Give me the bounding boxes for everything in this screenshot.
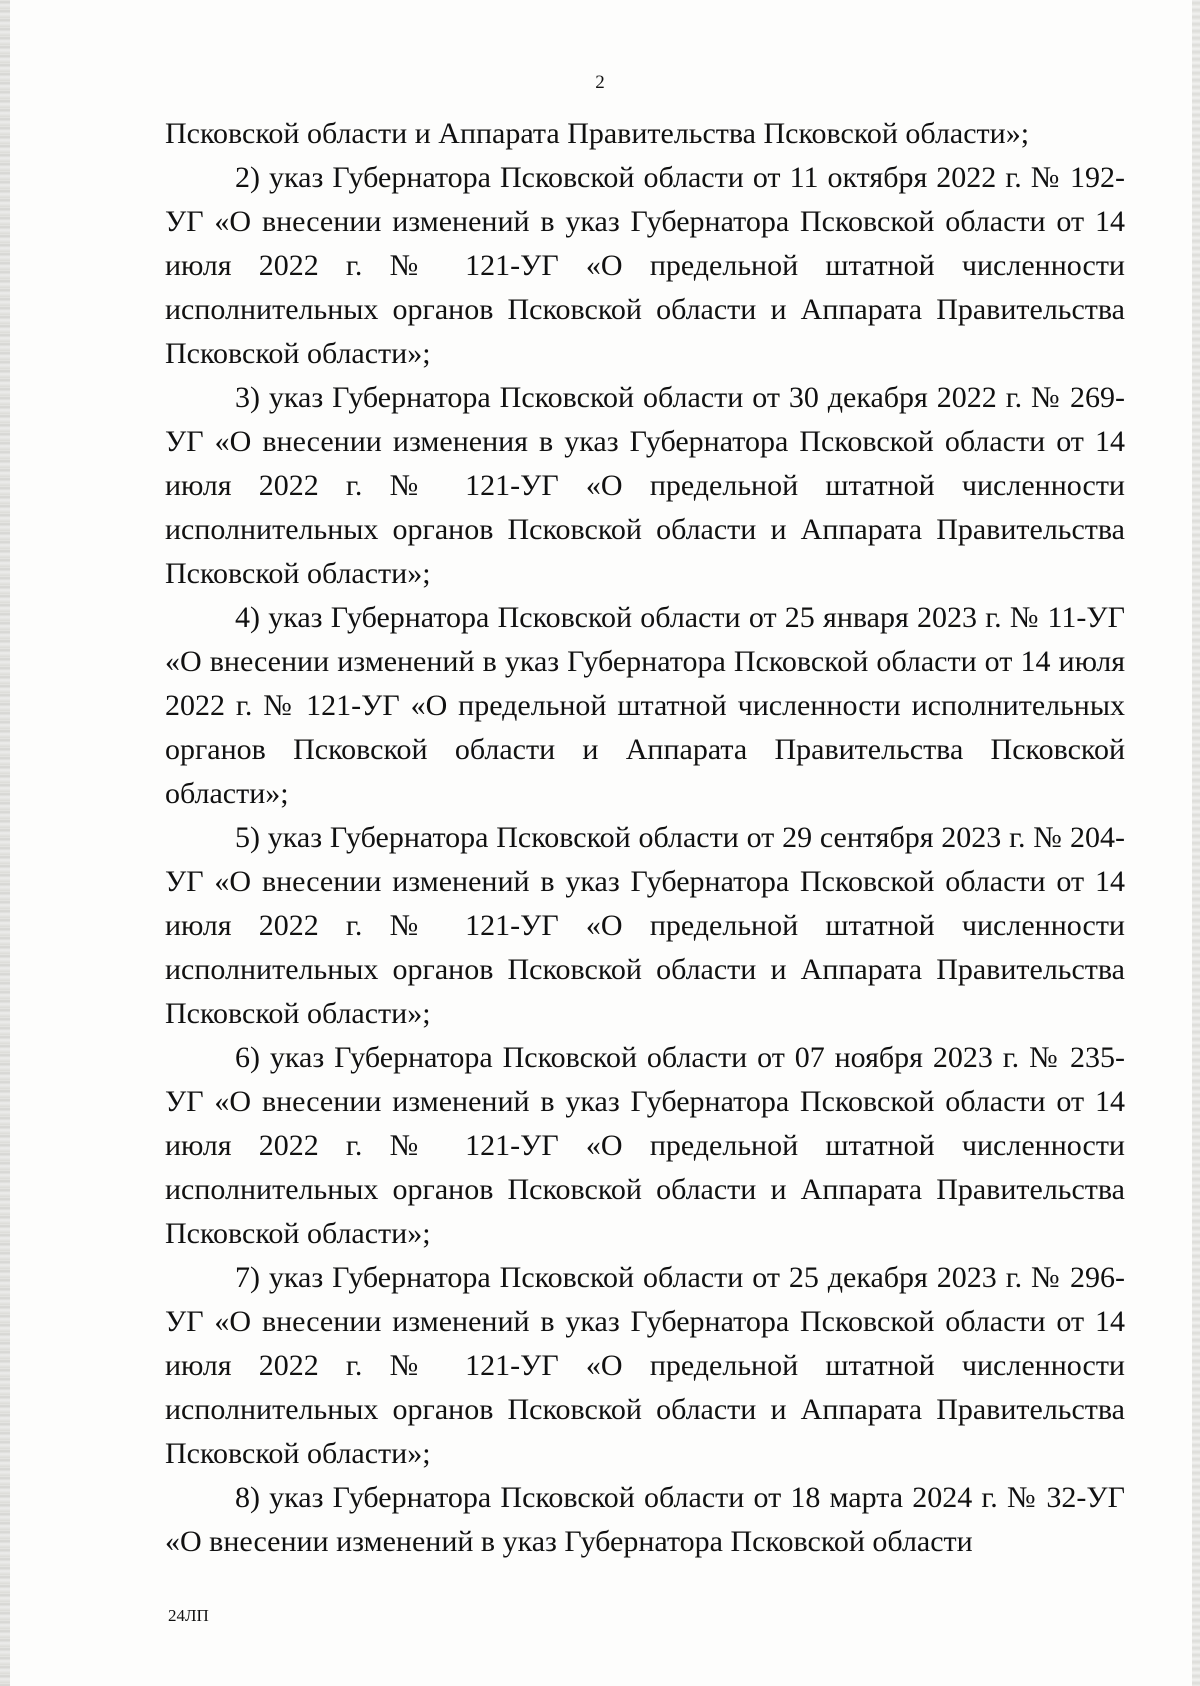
page-number: 2 (595, 72, 605, 93)
list-item-8: 8) указ Губернатора Псковской области от 18 марта 2024 г. № 32-УГ «О внесении изменений в указ Губернатора Псковской области (165, 1481, 1125, 1558)
list-item-6: 6) указ Губернатора Псковской области от 07 ноября 2023 г. № 235-УГ «О внесении изменений в указ Губернатора Псковской области от 14 июля 2022 г. № 121-УГ «О предельной штатной численности исполнительных органов Псковской области и Аппарата Правительства Псковской области»; (165, 1041, 1125, 1250)
list-item-2: 2) указ Губернатора Псковской области от 11 октября 2022 г. № 192-УГ «О внесении изменений в указ Губернатора Псковской области от 14 июля 2022 г. № 121-УГ «О предельной штатной численности исполнительных органов Псковской области и Аппарата Правительства Псковской области»; (165, 161, 1125, 370)
list-item-5: 5) указ Губернатора Псковской области от 29 сентября 2023 г. № 204-УГ «О внесении изменений в указ Губернатора Псковской области от 14 июля 2022 г. № 121-УГ «О предельной штатной численности исполнительных органов Псковской области и Аппарата Правительства Псковской области»; (165, 821, 1125, 1030)
list-item-4: 4) указ Губернатора Псковской области от 25 января 2023 г. № 11-УГ «О внесении изменений в указ Губернатора Псковской области от 14 июля 2022 г. № 121-УГ «О предельной штатной численности исполнительных органов Псковской области и Аппарата Правительства Псковской области»; (165, 601, 1125, 810)
document-body (165, 112, 1125, 1564)
list-item-7: 7) указ Губернатора Псковской области от 25 декабря 2023 г. № 296-УГ «О внесении изменений в указ Губернатора Псковской области от 14 июля 2022 г. № 121-УГ «О предельной штатной численности исполнительных органов Псковской области и Аппарата Правительства Псковской области»; (165, 1261, 1125, 1470)
scan-edge-left (0, 0, 10, 1686)
footer-document-code: 24ЛП (168, 1606, 209, 1625)
list-item-3: 3) указ Губернатора Псковской области от 30 декабря 2022 г. № 269-УГ «О внесении изменения в указ Губернатора Псковской области от 14 июля 2022 г. № 121-УГ «О предельной штатной численности исполнительных органов Псковской области и Аппарата Правительства Псковской области»; (165, 381, 1125, 590)
continuation-paragraph: Псковской области и Аппарата Правительства Псковской области»; (165, 117, 1030, 150)
scan-edge-right (1192, 0, 1200, 1686)
